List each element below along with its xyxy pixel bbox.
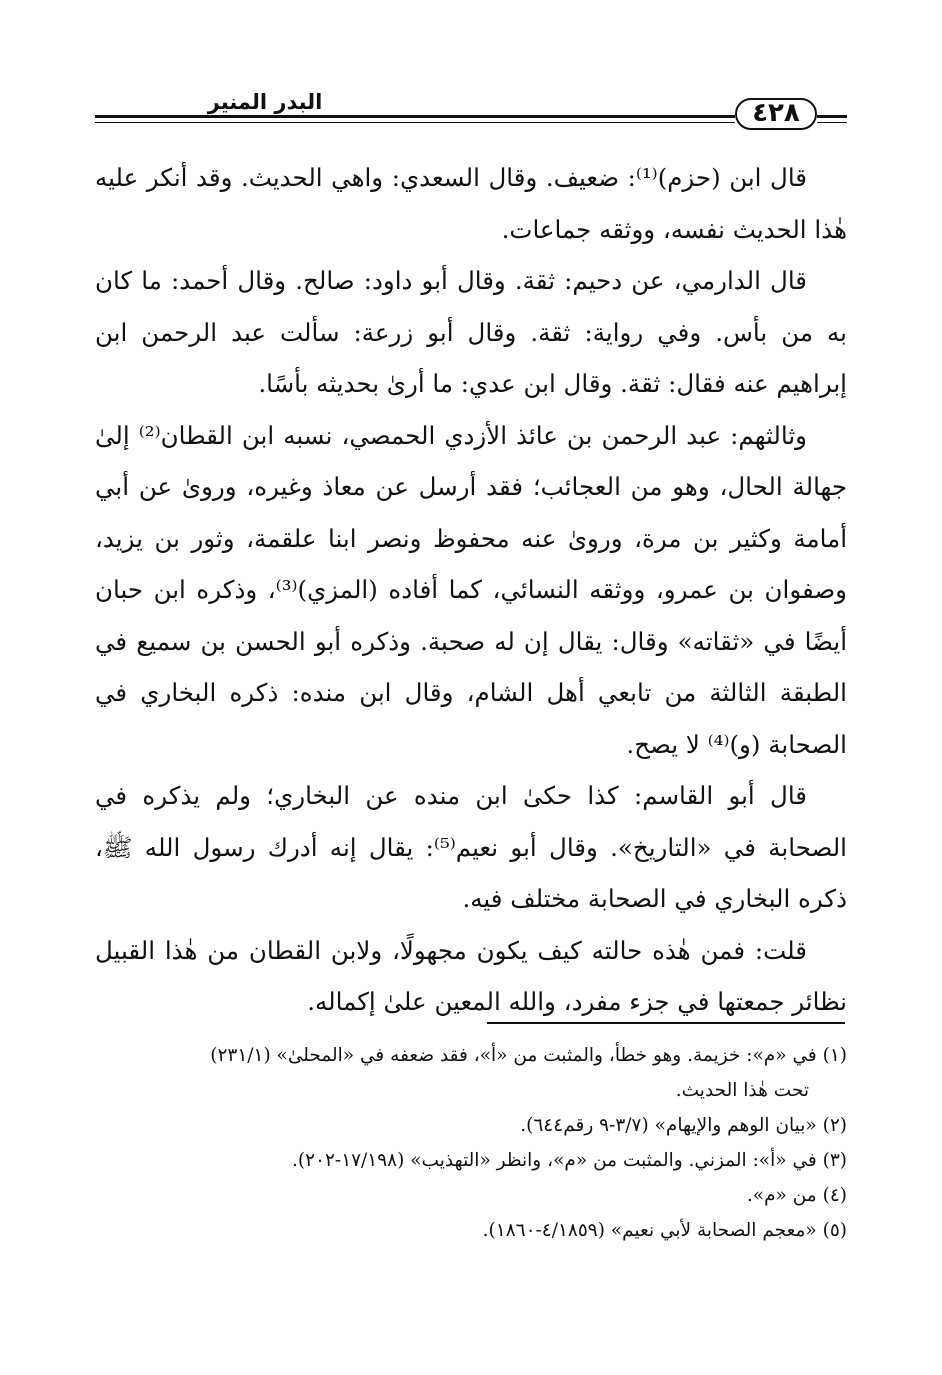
footnote-5 xyxy=(95,1213,847,1248)
footnote-text: في «أ»: المزني. والمثبت من «م»، وانظر «التهذيب» (١٧/١٩٨-٢٠٢). xyxy=(292,1150,817,1171)
page-number-badge: ٤٢٨ xyxy=(735,98,817,130)
paragraph-3: وثالثهم: عبد الرحمن بن عائذ الأزدي الحمصي، نسبه ابن القطان⁽²⁾ إلىٰ جهالة الحال، وهو من العجائب؛ فقد أرسل عن معاذ وغيره، وروىٰ عن أبي أمامة وكثير بن مرة، وروىٰ عنه محفوظ ونصر ابنا علقمة، وثور بن يزيد، وصفوان بن عمرو، ووثقه النسائي، كما أفاده (المزي)⁽³⁾، وذكره ابن حبان أيضًا في «ثقاته» وقال: يقال إن له صحبة. وذكره أبو الحسن بن سميع في الطبقة الثالثة من تابعي أهل الشام، وقال ابن منده: ذكره البخاري في الصحابة (و)⁽⁴⁾ لا يصح. xyxy=(95,420,848,759)
paragraph-2: قال الدارمي، عن دحيم: ثقة. وقال أبو داود: صالح. وقال أحمد: ما كان به من بأس. وفي رواية: ثقة. وقال أبو زرعة: سألت عبد الرحمن ابن إبراهيم عنه فقال: ثقة. وقال ابن عدي: ما أرىٰ بحديثه بأسًا. xyxy=(95,266,847,398)
paragraph-1: قال ابن (حزم)⁽¹⁾: ضعيف. وقال السعدي: واهي الحديث. وقد أنكر عليه هٰذا الحديث نفسه، ووثقه جماعات. xyxy=(95,163,847,244)
footnote-2 xyxy=(95,1108,847,1143)
paragraph-5: قلت: فمن هٰذه حالته كيف يكون مجهولًا، ولابن القطان من هٰذا القبيل نظائر جمعتها في جزء مفرد، والله المعين علىٰ إكماله. xyxy=(95,935,847,1016)
footnote-text: «معجم الصحابة لأبي نعيم» (٤/١٨٥٩-١٨٦٠). xyxy=(482,1220,817,1241)
footnote-marker: (٣) xyxy=(822,1150,847,1171)
running-title: البدر المنير xyxy=(207,90,323,114)
footnote-4 xyxy=(95,1178,847,1213)
footnote-marker: (٤) xyxy=(822,1185,847,1206)
footnote-marker: (٥) xyxy=(822,1220,847,1241)
footnote-1 xyxy=(95,1038,847,1073)
header-rule-right xyxy=(817,115,847,123)
footnote-3 xyxy=(95,1143,847,1178)
footnote-text: في «م»: خزيمة. وهو خطأ، والمثبت من «أ»، فقد ضعفه في «المحلىٰ» (٢٣١/١) xyxy=(210,1045,817,1066)
header-rule-left xyxy=(95,115,735,123)
main-text xyxy=(95,152,847,1028)
footnote-marker: (١) xyxy=(822,1045,847,1066)
paragraph-4: قال أبو القاسم: كذا حكىٰ ابن منده عن البخاري؛ ولم يذكره في الصحابة في «التاريخ». وقال أبو نعيم⁽⁵⁾: يقال إنه أدرك رسول الله ﷺ، ذكره البخاري في الصحابة مختلف فيه. xyxy=(95,781,847,913)
footnote-marker: (٢) xyxy=(822,1115,847,1136)
footnote-text: «بيان الوهم والإيهام» (٣/٧-٩ رقم٦٤٤). xyxy=(520,1115,817,1136)
page-header xyxy=(95,92,847,132)
footnote-text: من «م». xyxy=(746,1185,817,1206)
footnote-separator xyxy=(487,1022,845,1024)
footnotes xyxy=(95,1038,847,1248)
footnote-1-continuation: تحت هٰذا الحديث. xyxy=(675,1080,809,1101)
